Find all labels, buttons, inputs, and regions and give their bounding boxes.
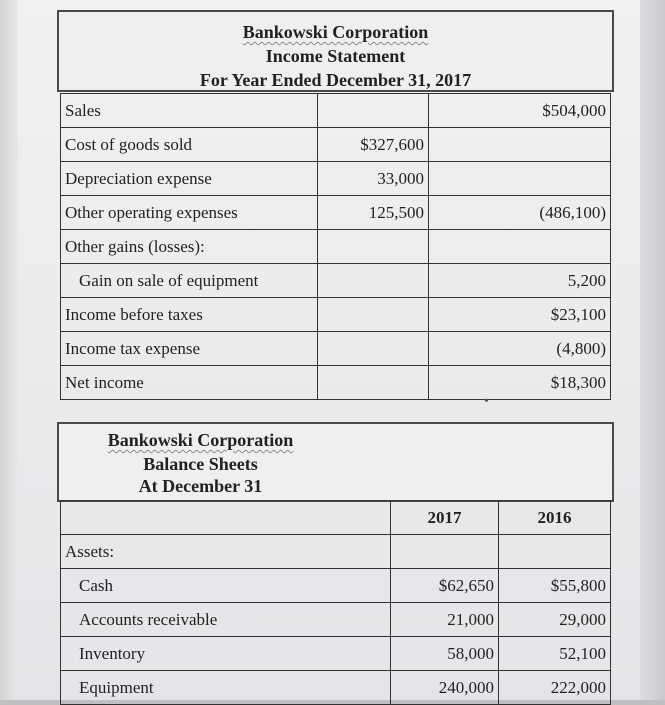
balance-sheet-row (61, 603, 611, 637)
row-label: Cost of goods sold (61, 128, 318, 162)
income-company-name: Bankowski Corporation (242, 22, 429, 42)
balance-sheet-table (60, 500, 611, 705)
balance-sheet-row (61, 637, 611, 671)
value-2016 (499, 535, 611, 569)
row-amount-total: (486,100) (429, 196, 611, 230)
value-2016: $55,800 (499, 569, 611, 603)
row-label: Accounts receivable (61, 603, 391, 637)
row-amount-detail (318, 264, 429, 298)
row-label: Income tax expense (61, 332, 318, 366)
row-label: Net income (61, 366, 318, 400)
value-2017: 58,000 (391, 637, 499, 671)
row-amount-detail (318, 94, 429, 128)
row-amount-detail: 125,500 (318, 196, 429, 230)
balance-sheet-year-header (61, 501, 611, 535)
income-statement-row (61, 94, 611, 128)
balance-sheet-row (61, 535, 611, 569)
row-label: Inventory (61, 637, 391, 671)
income-statement-row (61, 128, 611, 162)
row-amount-total (429, 162, 611, 196)
value-2017: 240,000 (391, 671, 499, 705)
row-label: Other gains (losses): (61, 230, 318, 264)
balance-sheet-row (61, 569, 611, 603)
row-label: Other operating expenses (61, 196, 318, 230)
income-statement-row (61, 264, 611, 298)
income-statement-row (61, 196, 611, 230)
row-amount-total: 5,200 (429, 264, 611, 298)
row-label: Assets: (61, 535, 391, 569)
row-amount-detail (318, 230, 429, 264)
balance-sheet-date: At December 31 (138, 476, 263, 496)
balance-company-name: Bankowski Corporation (107, 430, 294, 450)
row-label: Income before taxes (61, 298, 318, 332)
row-amount-total: $504,000 (429, 94, 611, 128)
row-amount-detail: $327,600 (318, 128, 429, 162)
balance-sheet-title: Balance Sheets (143, 454, 258, 474)
row-label: Cash (61, 569, 391, 603)
row-amount-detail (318, 332, 429, 366)
stray-mark: • (484, 394, 489, 409)
balance-sheet-row (61, 671, 611, 705)
income-statement-row (61, 162, 611, 196)
row-amount-total: $18,300 (429, 366, 611, 400)
value-2017: $62,650 (391, 569, 499, 603)
value-2017 (391, 535, 499, 569)
income-statement-row (61, 298, 611, 332)
page-edge-left (0, 0, 18, 700)
row-amount-detail (318, 298, 429, 332)
income-statement-title: Income Statement (265, 46, 406, 66)
page-edge-right (640, 0, 665, 700)
row-amount-total: $23,100 (429, 298, 611, 332)
value-2017: 21,000 (391, 603, 499, 637)
row-amount-total (429, 230, 611, 264)
row-label: Gain on sale of equipment (61, 264, 318, 298)
income-statement-table (60, 93, 611, 400)
year-2016-header: 2016 (499, 501, 611, 535)
row-label: Sales (61, 94, 318, 128)
row-amount-total: (4,800) (429, 332, 611, 366)
row-label: Depreciation expense (61, 162, 318, 196)
header-blank (61, 501, 391, 535)
row-amount-total (429, 128, 611, 162)
year-2017-header: 2017 (391, 501, 499, 535)
income-statement-row (61, 366, 611, 400)
row-amount-detail (318, 366, 429, 400)
row-label: Equipment (61, 671, 391, 705)
balance-sheet-header (57, 422, 614, 502)
row-amount-detail: 33,000 (318, 162, 429, 196)
value-2016: 222,000 (499, 671, 611, 705)
value-2016: 52,100 (499, 637, 611, 671)
income-statement-row (61, 230, 611, 264)
income-statement-row (61, 332, 611, 366)
income-statement-header (57, 10, 614, 92)
value-2016: 29,000 (499, 603, 611, 637)
income-statement-period: For Year Ended December 31, 2017 (199, 70, 472, 90)
